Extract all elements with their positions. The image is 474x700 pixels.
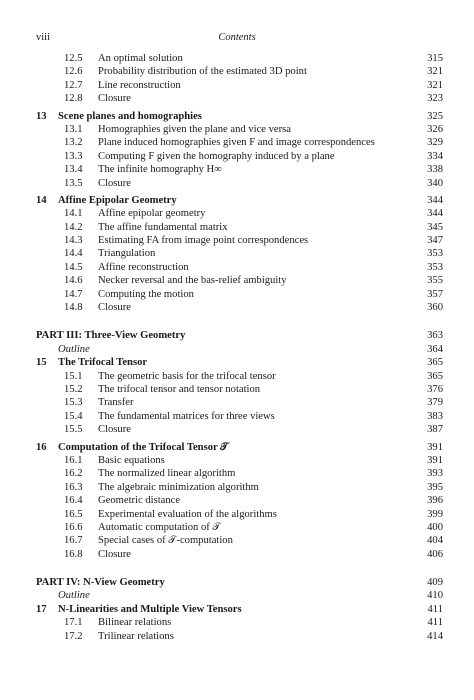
toc-chapter-entry	[36, 603, 443, 616]
toc-page-number: 383	[427, 410, 443, 422]
toc-section-entry	[36, 52, 443, 65]
toc-section-entry	[36, 301, 443, 314]
toc-page-number: 344	[427, 194, 443, 206]
toc-outline-entry	[36, 589, 443, 602]
toc-page-number: 387	[427, 424, 443, 436]
toc-title: Trilinear relations	[98, 630, 174, 642]
toc-number: 13	[36, 110, 47, 122]
toc-number: 14.7	[64, 288, 83, 300]
toc-section-entry	[36, 508, 443, 521]
toc-title: Bilinear relations	[98, 617, 172, 629]
toc-section-entry	[36, 79, 443, 92]
toc-section-entry	[36, 207, 443, 220]
toc-title: Transfer	[98, 397, 134, 409]
toc-title: Closure	[98, 177, 131, 189]
page-number: viii	[36, 32, 51, 43]
toc-title: PART IV: N-View Geometry	[36, 577, 165, 589]
toc-number: 13.1	[64, 123, 83, 135]
toc-page-number: 411	[427, 617, 443, 629]
toc-section-entry	[36, 261, 443, 274]
running-title: Contents	[218, 32, 256, 43]
toc-page-number: 344	[427, 208, 443, 220]
toc-section-entry	[36, 548, 443, 561]
toc-page-number: 363	[427, 330, 443, 342]
toc-page-number: 414	[427, 630, 443, 642]
toc-page-number: 355	[427, 275, 443, 287]
toc-page-number: 334	[427, 150, 443, 162]
toc-section-entry	[36, 65, 443, 78]
toc-page-number: 365	[427, 370, 443, 382]
toc-number: 14	[36, 194, 47, 206]
toc-section-entry	[36, 467, 443, 480]
toc-part-heading	[36, 576, 443, 589]
toc-number: 12.5	[64, 53, 83, 64]
toc-number: 16.2	[64, 468, 83, 480]
toc-title: Estimating FA from image point correspondences	[98, 235, 309, 247]
toc-page-number: 338	[427, 164, 443, 176]
toc-title: Closure	[98, 93, 131, 105]
toc-title: Outline	[58, 590, 90, 602]
toc-section-entry	[36, 630, 443, 643]
toc-page-number: 376	[427, 383, 443, 395]
toc-title: Triangulation	[98, 248, 156, 260]
toc-page-number: 404	[427, 535, 443, 547]
toc-section-entry	[36, 234, 443, 247]
toc-number: 13.5	[64, 177, 83, 189]
toc-number: 15.2	[64, 383, 83, 395]
toc-title: Homographies given the plane and vice versa	[98, 123, 291, 135]
toc-title: The trifocal tensor and tensor notation	[98, 383, 261, 395]
toc-title: The Trifocal Tensor	[58, 357, 148, 369]
toc-number: 17.1	[64, 617, 83, 629]
toc-page-number: 321	[427, 66, 443, 78]
toc-number: 15.1	[64, 370, 83, 382]
toc-section-entry	[36, 410, 443, 423]
toc-section-entry	[36, 177, 443, 190]
toc-title: The normalized linear algorithm	[98, 468, 236, 480]
toc-number: 14.3	[64, 235, 83, 247]
toc-title: Line reconstruction	[98, 79, 181, 91]
toc-page-number: 326	[427, 123, 443, 135]
toc-page-number: 325	[427, 110, 443, 122]
toc-title: Special cases of 𝒯-computation	[98, 535, 233, 547]
toc-number: 15.3	[64, 397, 83, 409]
toc-section-entry	[36, 494, 443, 507]
toc-title: Computing the motion	[98, 288, 194, 300]
toc-section-entry	[36, 396, 443, 409]
toc-number: 14.1	[64, 208, 83, 220]
toc-title: Necker reversal and the bas-relief ambiguity	[98, 275, 287, 287]
toc-number: 13.3	[64, 150, 83, 162]
toc-number: 16	[36, 441, 47, 453]
toc-number: 16.7	[64, 535, 83, 547]
toc-section-entry	[36, 221, 443, 234]
toc-title: Experimental evaluation of the algorithms	[98, 508, 277, 520]
toc-page-number: 400	[427, 521, 443, 533]
toc-spacer	[36, 561, 443, 576]
toc-number: 16.8	[64, 548, 83, 560]
toc-page-number: 379	[427, 397, 443, 409]
toc-title: Closure	[98, 424, 131, 436]
toc-title: Affine Epipolar Geometry	[58, 194, 177, 206]
toc-page-number: 399	[427, 508, 443, 520]
toc-number: 16.6	[64, 521, 83, 533]
toc-number: 16.5	[64, 508, 83, 520]
toc-title: The algebraic minimization algorithm	[98, 481, 259, 493]
toc-section-entry	[36, 454, 443, 467]
toc-page-number: 353	[427, 261, 443, 273]
toc-page-number: 357	[427, 288, 443, 300]
toc-page-number: 393	[427, 468, 443, 480]
toc-number: 12.8	[64, 93, 83, 105]
toc-title: Closure	[98, 302, 131, 314]
toc-section-entry	[36, 481, 443, 494]
toc-number: 17.2	[64, 630, 83, 642]
table-of-contents	[36, 52, 443, 643]
toc-page-number: 411	[427, 603, 443, 615]
toc-number: 12.6	[64, 66, 83, 78]
toc-spacer	[36, 314, 443, 329]
toc-page-number: 395	[427, 481, 443, 493]
toc-section-entry	[36, 616, 443, 629]
toc-page-number: 347	[427, 235, 443, 247]
toc-title: Affine reconstruction	[98, 261, 189, 273]
toc-section-entry	[36, 423, 443, 436]
toc-number: 14.5	[64, 261, 83, 273]
toc-title: Basic equations	[98, 454, 165, 466]
toc-number: 14.2	[64, 221, 83, 233]
toc-page-number: 409	[427, 577, 443, 589]
toc-page-number: 396	[427, 495, 443, 507]
toc-page-number: 340	[427, 177, 443, 189]
toc-title: The geometric basis for the trifocal tensor	[98, 370, 276, 382]
toc-number: 15.5	[64, 424, 83, 436]
toc-number: 12.7	[64, 79, 83, 91]
toc-section-entry	[36, 247, 443, 260]
toc-section-entry	[36, 370, 443, 383]
toc-page-number: 323	[427, 93, 443, 105]
toc-page-number: 391	[427, 441, 443, 453]
toc-title: The infinite homography H∞	[98, 164, 222, 176]
running-head	[36, 32, 438, 46]
toc-page-number: 364	[427, 343, 443, 355]
toc-title: PART III: Three-View Geometry	[36, 330, 186, 342]
toc-number: 13.4	[64, 164, 83, 176]
toc-title: Computation of the Trifocal Tensor 𝒯	[58, 441, 229, 453]
toc-page-number: 315	[427, 53, 443, 64]
toc-outline-entry	[36, 343, 443, 356]
toc-title: Geometric distance	[98, 495, 181, 507]
toc-title: Scene planes and homographies	[58, 110, 202, 122]
toc-title: Closure	[98, 548, 131, 560]
toc-title: Automatic computation of 𝒯	[98, 521, 221, 533]
toc-section-entry	[36, 521, 443, 534]
toc-title: Outline	[58, 343, 90, 355]
toc-number: 15.4	[64, 410, 83, 422]
toc-number: 16.4	[64, 495, 83, 507]
toc-title: Computing F given the homography induced by a plane	[98, 150, 335, 162]
toc-section-entry	[36, 123, 443, 136]
toc-page-number: 406	[427, 548, 443, 560]
toc-title: Probability distribution of the estimated 3D point	[98, 66, 307, 78]
toc-number: 17	[36, 603, 47, 615]
toc-number: 13.2	[64, 137, 83, 149]
toc-page-number: 410	[427, 590, 443, 602]
toc-part-heading	[36, 329, 443, 342]
toc-section-entry	[36, 288, 443, 301]
toc-chapter-entry	[36, 356, 443, 369]
toc-number: 15	[36, 357, 47, 369]
toc-section-entry	[36, 136, 443, 149]
toc-title: An optimal solution	[98, 53, 183, 64]
toc-number: 14.8	[64, 302, 83, 314]
toc-title: N-Linearities and Multiple View Tensors	[58, 603, 242, 615]
toc-page-number: 365	[427, 357, 443, 369]
toc-section-entry	[36, 383, 443, 396]
toc-title: The fundamental matrices for three views	[98, 410, 275, 422]
toc-page-number: 329	[427, 137, 443, 149]
toc-title: Plane induced homographies given F and image correspondences	[98, 137, 375, 149]
toc-section-entry	[36, 150, 443, 163]
toc-section-entry	[36, 163, 443, 176]
toc-number: 14.4	[64, 248, 83, 260]
toc-chapter-entry	[36, 194, 443, 207]
toc-section-entry	[36, 92, 443, 105]
toc-number: 16.1	[64, 454, 83, 466]
toc-page-number: 345	[427, 221, 443, 233]
toc-title: The affine fundamental matrix	[98, 221, 228, 233]
toc-chapter-entry	[36, 110, 443, 123]
toc-number: 14.6	[64, 275, 83, 287]
toc-number: 16.3	[64, 481, 83, 493]
toc-chapter-entry	[36, 441, 443, 454]
toc-page-number: 391	[427, 454, 443, 466]
toc-page-number: 321	[427, 79, 443, 91]
toc-section-entry	[36, 534, 443, 547]
toc-page-number: 360	[427, 302, 443, 314]
toc-title: Affine epipolar geometry	[98, 208, 206, 220]
toc-page-number: 353	[427, 248, 443, 260]
toc-section-entry	[36, 274, 443, 287]
